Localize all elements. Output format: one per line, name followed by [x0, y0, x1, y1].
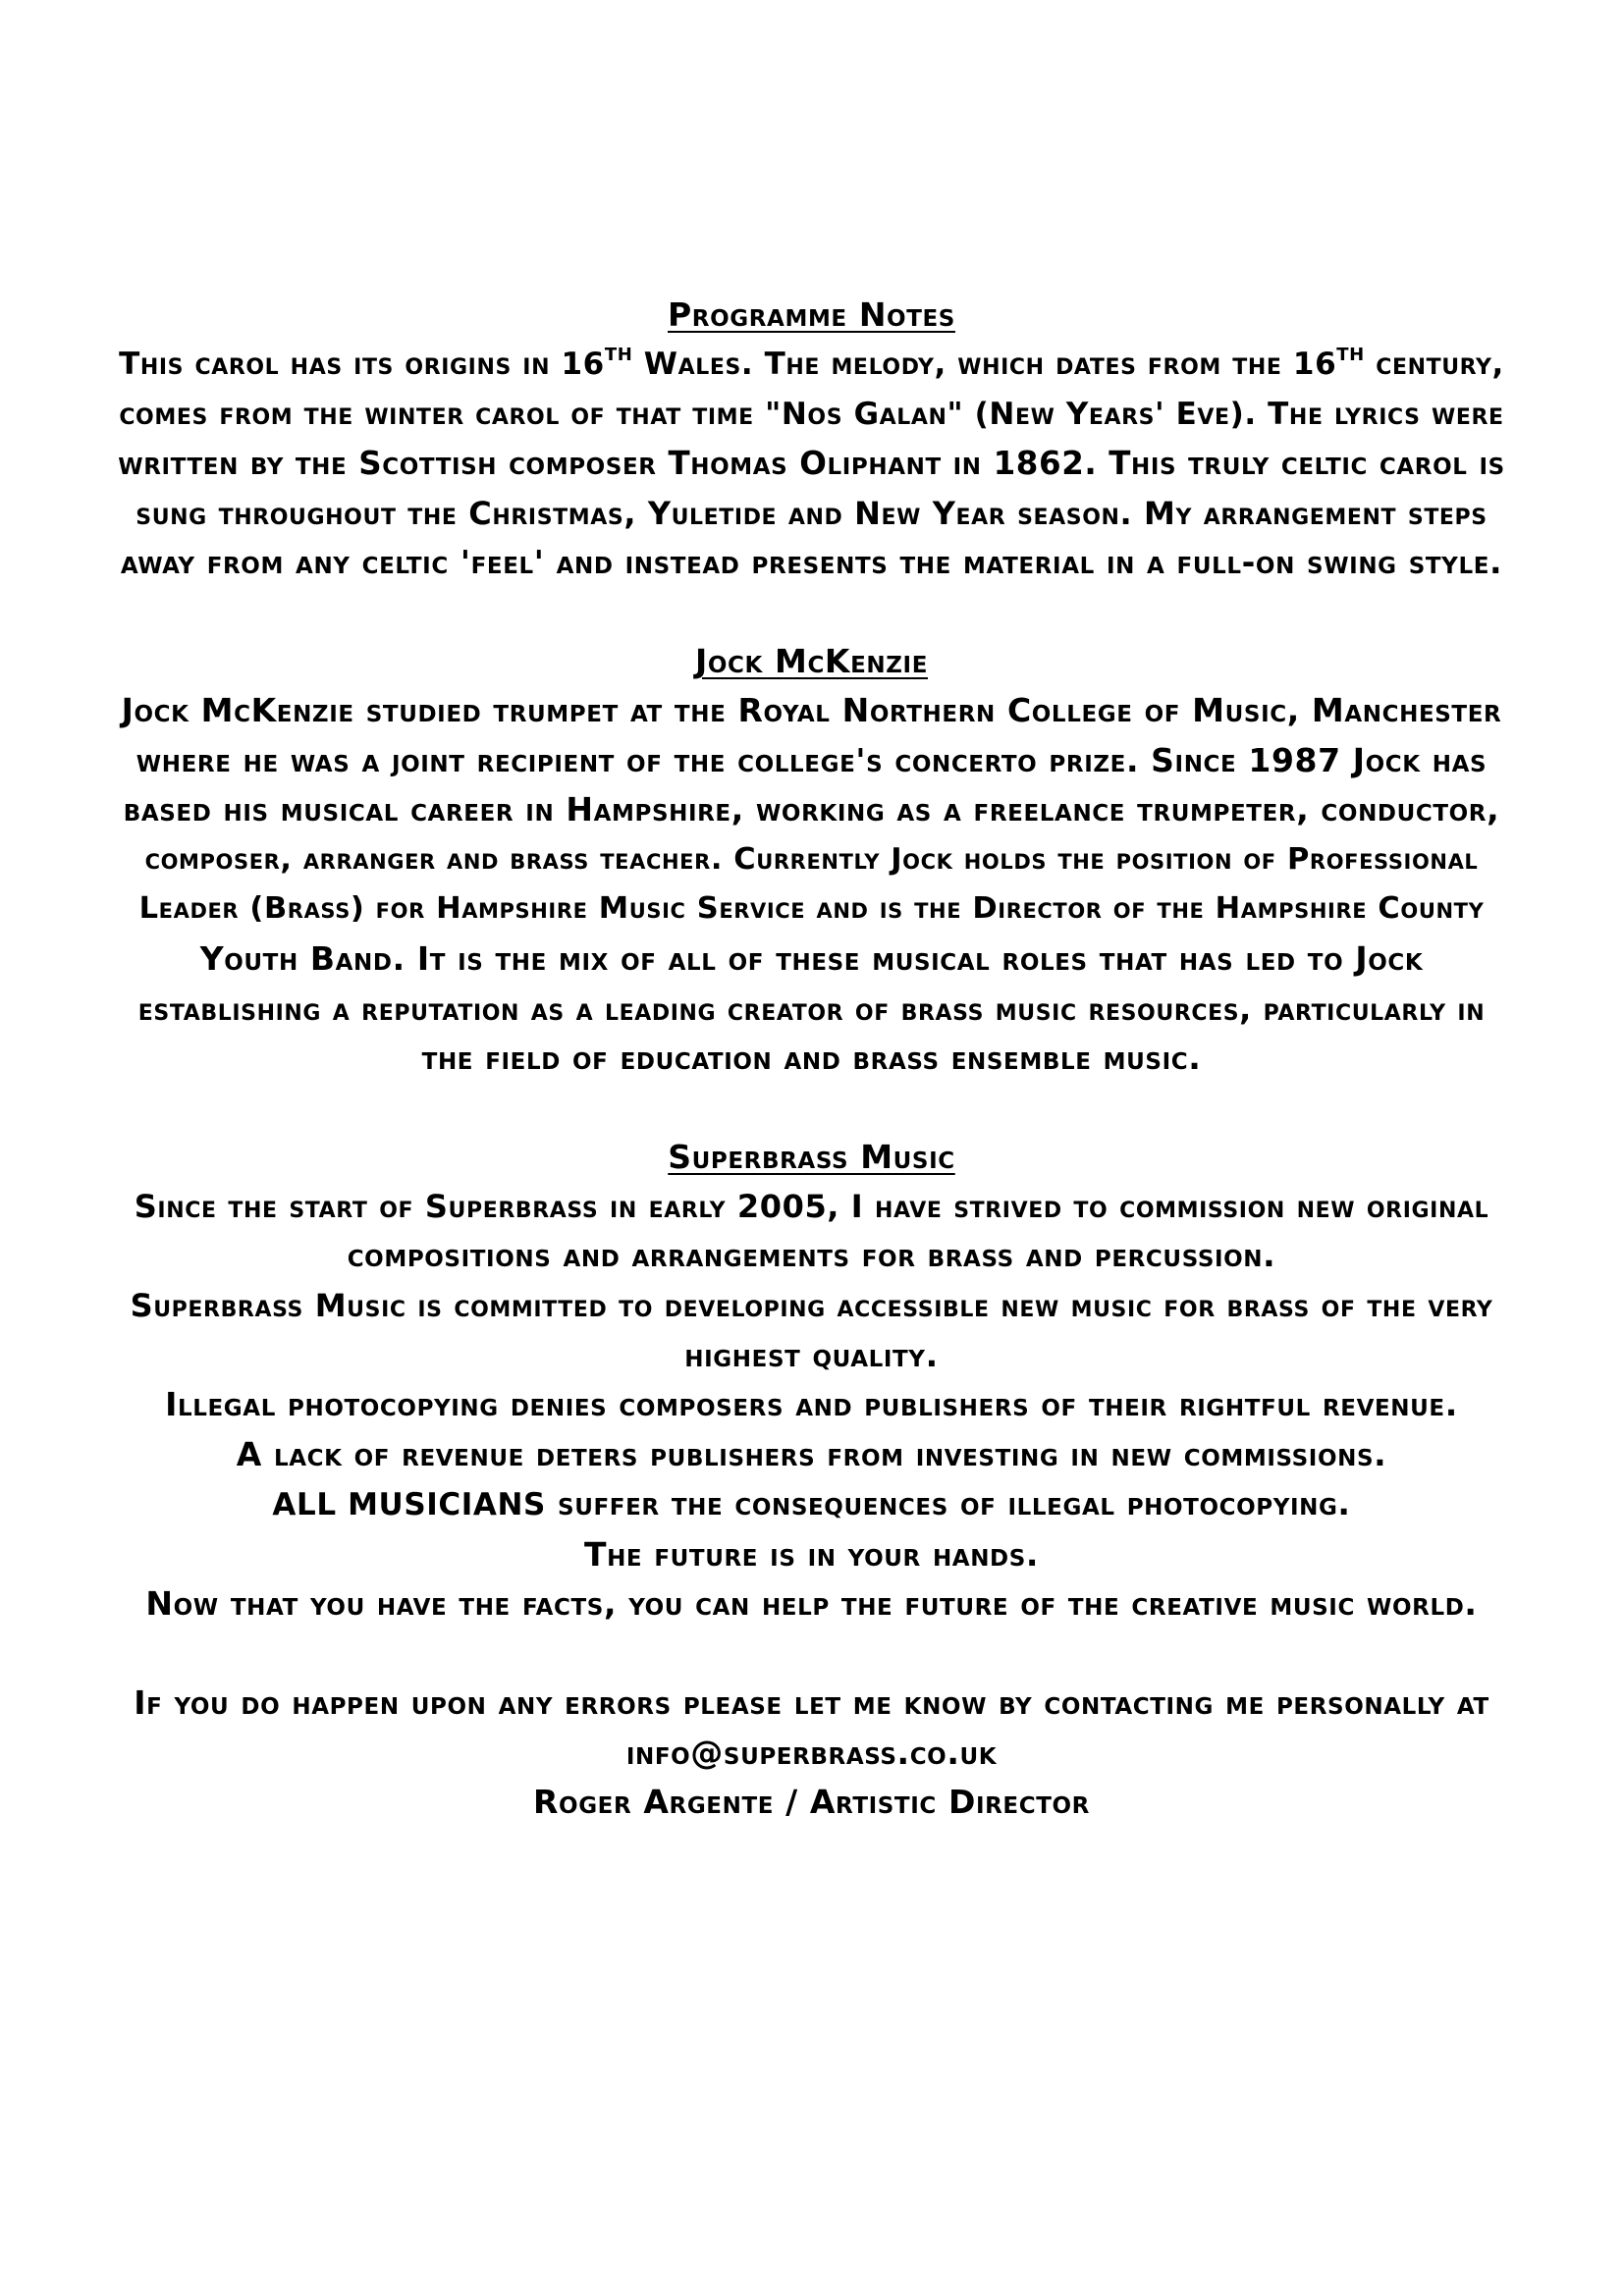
contact-section [118, 1679, 1505, 1828]
superbrass-line-2: compositions and arrangements for brass and percussion. [347, 1236, 1276, 1275]
superbrass-line-4: highest quality. [684, 1335, 939, 1374]
jock-mckenzie-heading: Jock McKenzie [694, 641, 929, 680]
superbrass-music-heading: Superbrass Music [668, 1137, 955, 1176]
superbrass-line-3: Superbrass Music is committed to developing accessible new music for brass of the very [130, 1286, 1493, 1324]
programme-notes-line-4: sung throughout the Christmas, Yuletide and New Year season. My arrangement steps [135, 494, 1488, 532]
jock-mckenzie-text [118, 686, 1505, 1084]
jock-line-4: composer, arranger and brass teacher. Currently Jock holds the position of Professional [144, 841, 1479, 877]
jock-mckenzie-section [118, 637, 1505, 1084]
section-spacer [118, 1629, 1505, 1679]
section-spacer [118, 588, 1505, 637]
contact-line-1: If you do happen upon any errors please let me know by contacting me personally at [134, 1683, 1489, 1723]
all-musicians-emphasis: ALL MUSICIANS [272, 1487, 546, 1523]
text-segment: This carol has its origins in 16 [119, 347, 605, 382]
superbrass-line-8: The future is in your hands. [583, 1534, 1040, 1574]
superscript: TH [1336, 345, 1365, 365]
contact-signature: Roger Argente / Artistic Director [533, 1783, 1090, 1822]
text-segment: suffer the consequences of illegal photocopying. [545, 1484, 1351, 1523]
text-segment: century, [1364, 347, 1504, 382]
superbrass-line-7 [118, 1479, 1505, 1530]
superbrass-music-section [118, 1133, 1505, 1629]
superbrass-line-1: Since the start of Superbrass in early 2005, I have strived to commission new original [134, 1187, 1489, 1225]
text-segment: Wales. The melody, which dates from the 16 [632, 347, 1337, 382]
superscript: TH [604, 345, 633, 365]
jock-line-6: Youth Band. It is the mix of all of these musical roles that has led to Jock [199, 938, 1424, 978]
jock-line-2: where he was a joint recipient of the college's concerto prize. Since 1987 Jock has [135, 740, 1488, 779]
superbrass-line-6: A lack of revenue deters publishers from investing in new commissions. [236, 1434, 1387, 1473]
contact-email[interactable]: info@superbrass.co.uk [625, 1733, 998, 1772]
jock-line-8: the field of education and brass ensemble music. [421, 1039, 1202, 1078]
section-spacer [118, 1084, 1505, 1133]
programme-notes-line-1 [118, 340, 1505, 390]
superbrass-line-9: Now that you have the facts, you can help the future of the creative music world. [145, 1584, 1478, 1624]
programme-notes-line-3: written by the Scottish composer Thomas Oliphant in 1862. This truly celtic carol is [118, 445, 1505, 483]
superbrass-line-5: Illegal photocopying denies composers and publishers of their rightful revenue. [165, 1385, 1458, 1424]
contact-text [118, 1679, 1505, 1828]
programme-notes-heading: Programme Notes [668, 295, 955, 334]
jock-line-7: establishing a reputation as a leading creator of brass music resources, particularly in [137, 989, 1486, 1028]
document-page [118, 291, 1505, 1828]
programme-notes-line-5: away from any celtic 'feel' and instead presents the material in a full-on swing style. [120, 543, 1503, 582]
programme-notes-text [118, 340, 1505, 588]
jock-line-3: based his musical career in Hampshire, working as a freelance trumpeter, conductor, [123, 790, 1500, 829]
programme-notes-line-2: comes from the winter carol of that time "Nos Galan" (New Years' Eve). The lyrics were [119, 396, 1504, 432]
jock-line-5: Leader (Brass) for Hampshire Music Service and is the Director of the Hampshire County [138, 891, 1485, 927]
programme-notes-section [118, 291, 1505, 588]
jock-line-1: Jock McKenzie studied trumpet at the Royal Northern College of Music, Manchester [121, 690, 1502, 729]
superbrass-music-text [118, 1182, 1505, 1629]
